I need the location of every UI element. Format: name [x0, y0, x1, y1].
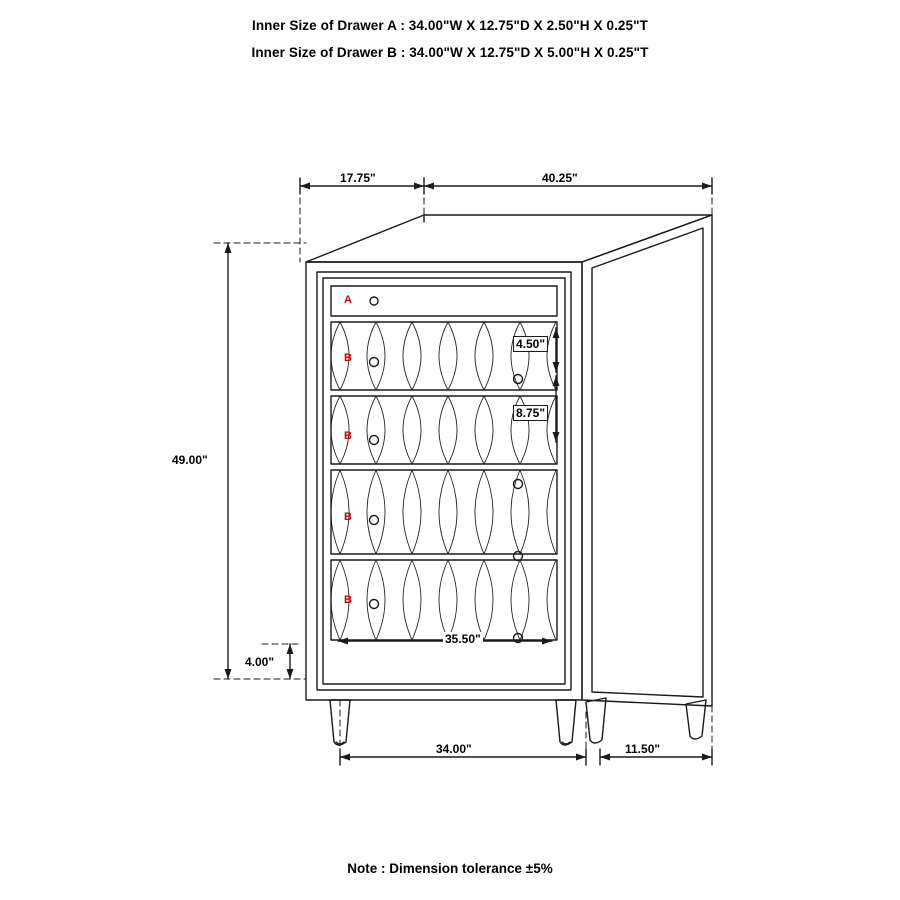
dimension-top-left: 17.75"	[340, 171, 376, 185]
drawer-label-b4: B	[344, 594, 352, 606]
header-line-1: Inner Size of Drawer A : 34.00"W X 12.75"D X 2.50"H X 0.25"T	[251, 18, 648, 33]
drawer-label-a: A	[344, 294, 352, 306]
drawer-label-b2: B	[344, 430, 352, 442]
dimension-drawer-b-height: 8.75"	[513, 405, 548, 421]
dimension-leg-height: 4.00"	[245, 655, 275, 669]
drawer-label-b3: B	[344, 511, 352, 523]
tolerance-note: Note : Dimension tolerance ±5%	[347, 861, 553, 876]
dimension-top-right: 40.25"	[542, 171, 578, 185]
drawer-label-b1: B	[344, 352, 352, 364]
dimension-total-height: 49.00"	[172, 453, 208, 467]
dimension-drawer-a-height: 4.50"	[513, 336, 548, 352]
dimension-drawer-width: 35.50"	[445, 632, 481, 646]
dimension-front-width: 34.00"	[436, 742, 472, 756]
header-line-2: Inner Size of Drawer B : 34.00"W X 12.75"D X 5.00"H X 0.25"T	[251, 45, 649, 60]
dimension-side-depth: 11.50"	[625, 742, 661, 756]
